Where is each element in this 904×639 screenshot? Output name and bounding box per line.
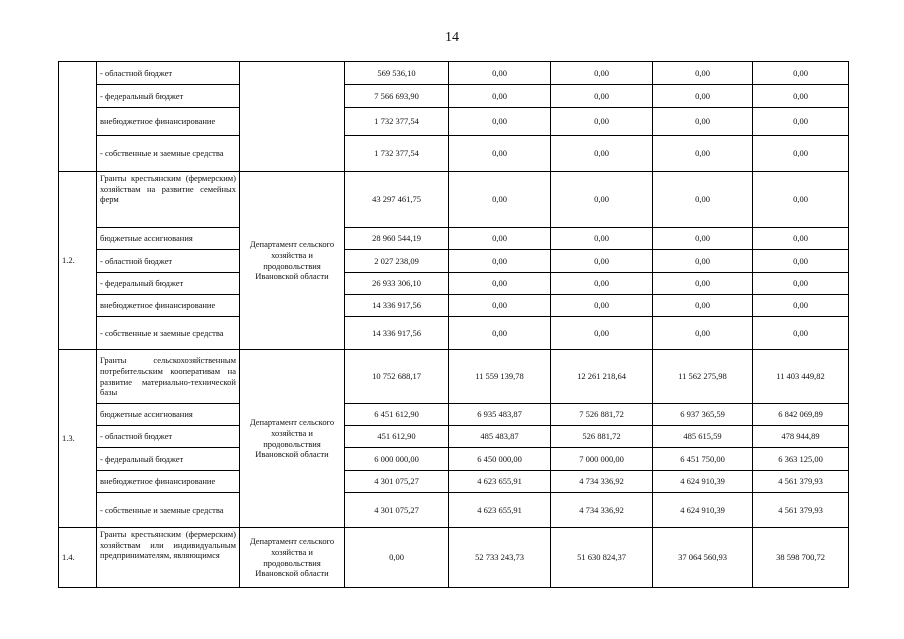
row-label: - федеральный бюджет	[97, 85, 240, 108]
value-cell: 0,00	[653, 317, 753, 350]
value-cell: 0,00	[753, 273, 849, 295]
value-cell: 0,00	[753, 317, 849, 350]
value-cell: 0,00	[449, 108, 551, 136]
value-cell: 485 483,87	[449, 426, 551, 448]
row-label: внебюджетное финансирование	[97, 471, 240, 493]
value-cell: 6 450 000,00	[449, 448, 551, 471]
value-cell: 4 561 379,93	[753, 471, 849, 493]
value-cell: 0,00	[753, 172, 849, 228]
value-cell: 11 562 275,98	[653, 350, 753, 404]
table-row	[59, 172, 849, 228]
value-cell: 28 960 544,19	[345, 228, 449, 250]
value-cell: 7 566 693,90	[345, 85, 449, 108]
value-cell: 37 064 560,93	[653, 528, 753, 588]
budget-table	[58, 61, 849, 588]
value-cell: 51 630 824,37	[551, 528, 653, 588]
department-cell: Департамент сельского хозяйства и продовольствия Ивановской области	[240, 350, 345, 528]
value-cell: 11 403 449,82	[753, 350, 849, 404]
table-row	[59, 228, 849, 250]
value-cell: 26 933 306,10	[345, 273, 449, 295]
value-cell: 4 301 075,27	[345, 471, 449, 493]
value-cell: 0,00	[753, 295, 849, 317]
value-cell: 4 624 910,39	[653, 471, 753, 493]
row-label: - собственные и заемные средства	[97, 136, 240, 172]
row-label: - собственные и заемные средства	[97, 493, 240, 528]
value-cell: 6 842 069,89	[753, 404, 849, 426]
value-cell: 569 536,10	[345, 62, 449, 85]
table-row	[59, 493, 849, 528]
value-cell: 4 623 655,91	[449, 471, 551, 493]
value-cell: 0,00	[753, 250, 849, 273]
value-cell: 0,00	[753, 85, 849, 108]
value-cell: 0,00	[753, 62, 849, 85]
value-cell: 0,00	[653, 250, 753, 273]
table-row	[59, 136, 849, 172]
value-cell: 0,00	[653, 108, 753, 136]
value-cell: 7 526 881,72	[551, 404, 653, 426]
department-cell: Департамент сельского хозяйства и продовольствия Ивановской области	[240, 528, 345, 588]
table-row	[59, 317, 849, 350]
value-cell: 4 561 379,93	[753, 493, 849, 528]
row-label: - федеральный бюджет	[97, 273, 240, 295]
value-cell: 0,00	[551, 62, 653, 85]
table-row	[59, 426, 849, 448]
value-cell: 0,00	[653, 85, 753, 108]
value-cell: 0,00	[753, 108, 849, 136]
row-label: внебюджетное финансирование	[97, 108, 240, 136]
row-label: бюджетные ассигнования	[97, 404, 240, 426]
row-label: - областной бюджет	[97, 426, 240, 448]
row-label: - собственные и заемные средства	[97, 317, 240, 350]
value-cell: 6 935 483,87	[449, 404, 551, 426]
value-cell: 478 944,89	[753, 426, 849, 448]
table-row	[59, 471, 849, 493]
value-cell: 43 297 461,75	[345, 172, 449, 228]
value-cell: 6 363 125,00	[753, 448, 849, 471]
value-cell: 4 624 910,39	[653, 493, 753, 528]
value-cell: 0,00	[449, 136, 551, 172]
value-cell: 0,00	[449, 172, 551, 228]
value-cell: 12 261 218,64	[551, 350, 653, 404]
value-cell: 6 937 365,59	[653, 404, 753, 426]
value-cell: 0,00	[449, 273, 551, 295]
value-cell: 0,00	[551, 228, 653, 250]
value-cell: 0,00	[345, 528, 449, 588]
table-row	[59, 448, 849, 471]
page-number: 14	[445, 30, 459, 45]
value-cell: 7 000 000,00	[551, 448, 653, 471]
table-row	[59, 273, 849, 295]
row-label: внебюджетное финансирование	[97, 295, 240, 317]
value-cell: 0,00	[653, 273, 753, 295]
value-cell: 10 752 688,17	[345, 350, 449, 404]
value-cell: 0,00	[551, 273, 653, 295]
department-cell: Департамент сельского хозяйства и продовольствия Ивановской области	[240, 172, 345, 350]
table-row	[59, 85, 849, 108]
row-label: Гранты крестьянским (фермерским) хозяйствам на развитие семейных ферм	[97, 172, 240, 228]
value-cell: 0,00	[551, 136, 653, 172]
value-cell: 0,00	[449, 250, 551, 273]
value-cell: 0,00	[653, 172, 753, 228]
value-cell: 0,00	[551, 172, 653, 228]
value-cell: 0,00	[449, 62, 551, 85]
value-cell: 0,00	[551, 317, 653, 350]
value-cell: 0,00	[551, 108, 653, 136]
value-cell: 0,00	[449, 85, 551, 108]
value-cell: 2 027 238,09	[345, 250, 449, 273]
value-cell: 6 451 612,90	[345, 404, 449, 426]
value-cell: 451 612,90	[345, 426, 449, 448]
table-row	[59, 350, 849, 404]
value-cell: 11 559 139,78	[449, 350, 551, 404]
row-label: Гранты сельскохозяйственным потребительским кооперативам на развитие материально-технической базы	[97, 350, 240, 404]
row-label: бюджетные ассигнования	[97, 228, 240, 250]
table-row	[59, 250, 849, 273]
value-cell: 0,00	[449, 228, 551, 250]
value-cell: 1 732 377,54	[345, 108, 449, 136]
value-cell: 4 734 336,92	[551, 471, 653, 493]
table-row	[59, 528, 849, 588]
value-cell: 0,00	[551, 250, 653, 273]
value-cell: 0,00	[653, 295, 753, 317]
value-cell: 52 733 243,73	[449, 528, 551, 588]
row-index: 1.4.	[59, 528, 97, 588]
value-cell: 0,00	[653, 228, 753, 250]
value-cell: 4 623 655,91	[449, 493, 551, 528]
value-cell: 38 598 700,72	[753, 528, 849, 588]
value-cell: 0,00	[449, 295, 551, 317]
value-cell: 526 881,72	[551, 426, 653, 448]
value-cell: 14 336 917,56	[345, 317, 449, 350]
row-label: - областной бюджет	[97, 250, 240, 273]
value-cell: 485 615,59	[653, 426, 753, 448]
value-cell: 4 301 075,27	[345, 493, 449, 528]
value-cell: 0,00	[551, 295, 653, 317]
value-cell: 4 734 336,92	[551, 493, 653, 528]
table-row	[59, 295, 849, 317]
value-cell: 1 732 377,54	[345, 136, 449, 172]
value-cell: 0,00	[653, 136, 753, 172]
department-cell	[240, 62, 345, 172]
table-row	[59, 108, 849, 136]
value-cell: 0,00	[753, 228, 849, 250]
value-cell: 0,00	[551, 85, 653, 108]
value-cell: 14 336 917,56	[345, 295, 449, 317]
row-index	[59, 62, 97, 172]
row-label: - федеральный бюджет	[97, 448, 240, 471]
value-cell: 6 000 000,00	[345, 448, 449, 471]
table-row	[59, 404, 849, 426]
row-label: Гранты крестьянским (фермерским) хозяйствам или индивидуальным предпринимателям, являющимся	[97, 528, 240, 588]
value-cell: 0,00	[449, 317, 551, 350]
row-label: - областной бюджет	[97, 62, 240, 85]
value-cell: 6 451 750,00	[653, 448, 753, 471]
row-index: 1.3.	[59, 350, 97, 528]
table-row	[59, 62, 849, 85]
value-cell: 0,00	[753, 136, 849, 172]
row-index: 1.2.	[59, 172, 97, 350]
value-cell: 0,00	[653, 62, 753, 85]
